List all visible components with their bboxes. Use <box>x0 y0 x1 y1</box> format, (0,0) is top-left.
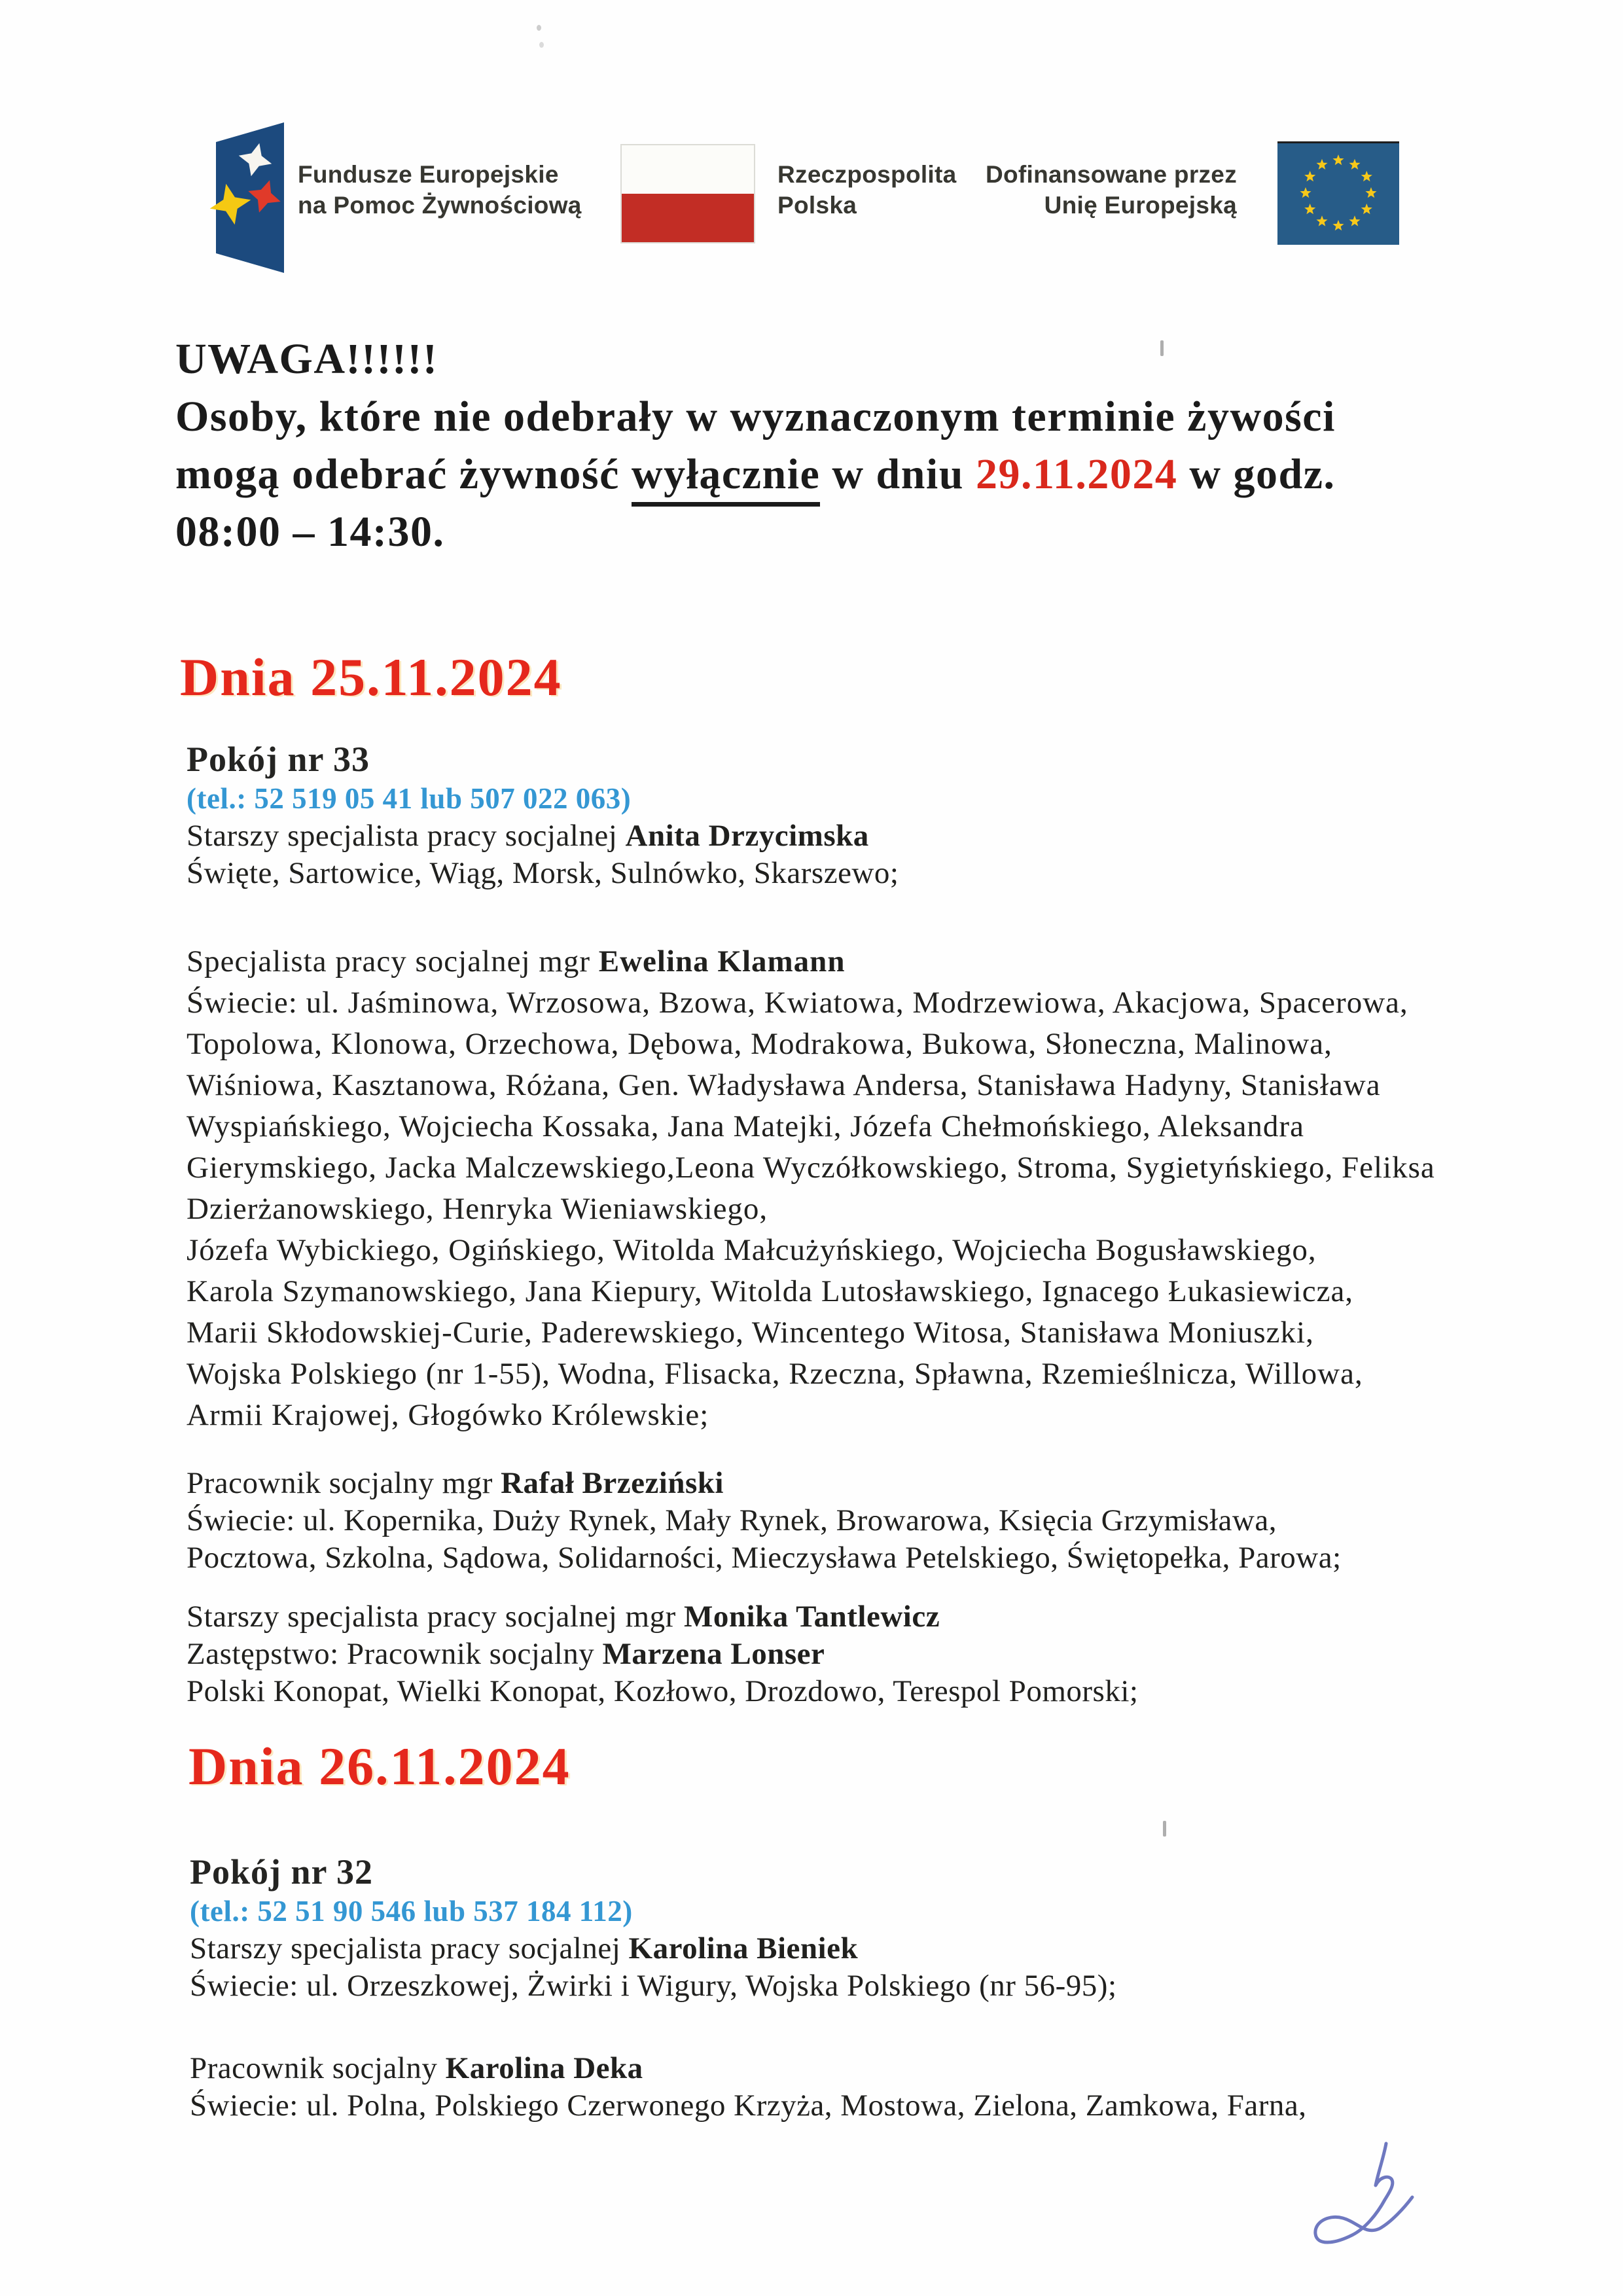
day2-heading: Dnia 26.11.2024 <box>188 1736 571 1796</box>
notice-underlined-word: wyłącznie <box>632 450 820 507</box>
scan-artifact <box>1160 340 1164 356</box>
areas-line: Polski Konopat, Wielki Konopat, Kozłowo, Drozdowo, Terespol Pomorski; <box>187 1674 1139 1708</box>
day1-worker4-line <box>187 1598 1138 1636</box>
worker-name: Karolina Deka <box>445 2051 643 2085</box>
areas-line: Armii Krajowej, Głogówko Królewskie; <box>187 1398 709 1432</box>
day2-room-block <box>190 1851 1117 2005</box>
worker-role-label: Starszy specjalista pracy socjalnej <box>190 1931 629 1965</box>
day1-worker3-line <box>187 1465 1342 1502</box>
areas-line: Topolowa, Klonowa, Orzechowa, Dębowa, Modrakowa, Bukowa, Słoneczna, Malinowa, <box>187 1027 1332 1061</box>
worker-name: Karolina Bieniek <box>628 1931 859 1965</box>
day2-worker1-line <box>190 1930 1117 1967</box>
fundusze-label-line1: Fundusze Europejskie <box>298 161 559 188</box>
notice-deadline-date: 29.11.2024 <box>975 450 1178 498</box>
day2-worker2-areas: Świecie: ul. Polna, Polskiego Czerwonego Krzyża, Mostowa, Zielona, Zamkowa, Farna, <box>190 2089 1307 2123</box>
areas-line: Józefa Wybickiego, Ogińskiego, Witolda Małcużyńskiego, Wojciecha Bogusławskiego, <box>187 1233 1317 1267</box>
day2-worker2-line <box>190 2050 1307 2087</box>
poland-label-line1: Rzeczpospolita <box>777 161 957 188</box>
notice-title: UWAGA!!!!!! <box>175 335 438 383</box>
worker-role-label: Pracownik socjalny <box>190 2051 446 2085</box>
day1-worker3-block <box>187 1465 1342 1577</box>
day1-worker2-block <box>187 941 1435 1436</box>
worker-role-label: Starszy specjalista pracy socjalnej <box>187 819 626 853</box>
worker-name: Ewelina Klamann <box>598 944 846 978</box>
worker-role-label: Zastępstwo: Pracownik socjalny <box>187 1637 603 1671</box>
day1-worker1-line <box>187 817 899 855</box>
areas-line: Dzierżanowskiego, Henryka Wieniawskiego, <box>187 1192 768 1226</box>
day1-worker4-block <box>187 1598 1138 1710</box>
worker-role-label: Pracownik socjalny mgr <box>187 1466 501 1500</box>
eu-label-line2: Unię Europejską <box>1044 192 1237 219</box>
areas-line: Świecie: ul. Kopernika, Duży Rynek, Mały Rynek, Browarowa, Księcia Grzymisława, <box>187 1503 1277 1537</box>
scan-artifact <box>539 42 544 48</box>
areas-line: Pocztowa, Szkolna, Sądowa, Solidarności, Mieczysława Petelskiego, Świętopełka, Parowa; <box>187 1541 1342 1575</box>
day1-room-label: Pokój nr 33 <box>187 740 370 779</box>
day1-worker4-substitute-line <box>187 1636 1138 1673</box>
notice-line2-pre: mogą odebrać żywność <box>175 450 632 498</box>
worker-role-label: Starszy specjalista pracy socjalnej mgr <box>187 1600 684 1634</box>
areas-line: Świecie: ul. Jaśminowa, Wrzosowa, Bzowa, Kwiatowa, Modrzewiowa, Akacjowa, Spacerowa, <box>187 986 1408 1020</box>
eu-funding-label <box>949 159 1237 221</box>
day2-worker1-areas: Świecie: ul. Orzeszkowej, Żwirki i Wigury, Wojska Polskiego (nr 56-95); <box>190 1969 1117 2003</box>
day1-worker2-line <box>187 941 1435 982</box>
fundusze-label-line2: na Pomoc Żywnościową <box>298 192 582 219</box>
notice-line2-mid: w dniu <box>820 450 976 498</box>
areas-line: Wiśniowa, Kasztanowa, Różana, Gen. Władysława Andersa, Stanisława Hadyny, Stanisława <box>187 1068 1381 1102</box>
poland-flag-icon <box>620 144 755 243</box>
notice-hours: 08:00 – 14:30. <box>175 508 445 556</box>
notice-line2 <box>175 446 1484 503</box>
notice-block <box>175 331 1484 561</box>
scan-artifact <box>537 25 541 31</box>
day2-worker2-block <box>190 2050 1307 2125</box>
notice-line1: Osoby, które nie odebrały w wyznaczonym terminie żywości <box>175 393 1336 440</box>
day2-room-label: Pokój nr 32 <box>190 1852 374 1892</box>
areas-line: Marii Skłodowskiej-Curie, Paderewskiego, Wincentego Witosa, Stanisława Moniuszki, <box>187 1316 1314 1350</box>
rzeczpospolita-polska-label <box>777 159 957 221</box>
fundusze-europejskie-flag-icon <box>209 120 291 280</box>
worker-name: Monika Tantlewicz <box>684 1600 940 1634</box>
day1-phone-line: (tel.: 52 519 05 41 lub 507 022 063) <box>187 782 632 815</box>
worker-name: Marzena Lonser <box>602 1637 825 1671</box>
worker-name: Anita Drzycimska <box>625 819 869 853</box>
day1-room-block <box>187 738 899 892</box>
areas-line: Wyspiańskiego, Wojciecha Kossaka, Jana Matejki, Józefa Chełmońskiego, Aleksandra <box>187 1109 1304 1143</box>
worker-role-label: Specjalista pracy socjalnej mgr <box>187 944 599 978</box>
notice-line2-post: w godz. <box>1177 450 1336 498</box>
scan-artifact <box>1163 1821 1166 1837</box>
day1-worker1-areas: Święte, Sartowice, Wiąg, Morsk, Sulnówko, Skarszewo; <box>187 856 899 890</box>
day2-phone-line: (tel.: 52 51 90 546 lub 537 184 112) <box>190 1895 633 1928</box>
areas-line: Karola Szymanowskiego, Jana Kiepury, Witolda Lutosławskiego, Ignacego Łukasiewicza, <box>187 1274 1354 1308</box>
day1-heading: Dnia 25.11.2024 <box>180 647 562 707</box>
eu-flag-icon <box>1277 141 1399 248</box>
areas-line: Wojska Polskiego (nr 1-55), Wodna, Flisacka, Rzeczna, Spławna, Rzemieślnicza, Willowa, <box>187 1357 1363 1391</box>
poland-label-line2: Polska <box>777 192 857 219</box>
fundusze-europejskie-label <box>298 159 582 221</box>
worker-name: Rafał Brzeziński <box>501 1466 724 1500</box>
signature-scribble <box>1288 2132 1432 2273</box>
areas-line: Gierymskiego, Jacka Malczewskiego,Leona Wyczółkowskiego, Stroma, Sygietyńskiego, Feliksa <box>187 1151 1435 1185</box>
eu-label-line1: Dofinansowane przez <box>986 161 1237 188</box>
